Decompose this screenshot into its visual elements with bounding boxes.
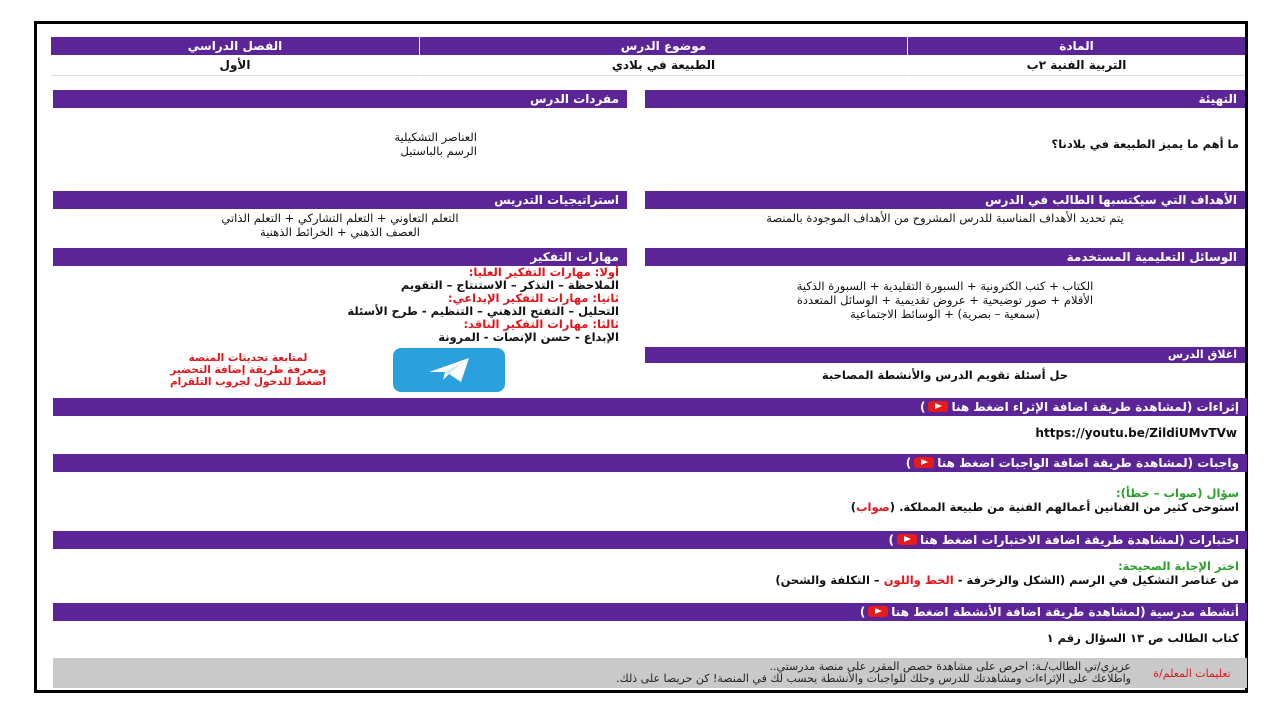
activities-title-close: ) [859,605,866,619]
telegram-line: اضغط للدخول لجروب التلقرام [169,376,327,388]
goals-text: يتم تحديد الأهداف المناسبة للدرس المشروح من الأهداف الموجودة بالمنصة [766,211,1124,225]
strategies-text [53,209,627,239]
teacher-instructions-label: تعليمات المعلم/ة [1153,666,1231,680]
thinking-skills-1: الملاحظة – التذكر – الاستنتاج – التقويم [400,278,619,292]
homework-answer-open: ( [889,500,896,514]
strategies-line: التعلم التعاوني + التعلم التشاركي + التعلم الذاتي [221,211,459,225]
topic-column [419,37,907,77]
closing-section [645,347,1245,387]
homework-question-type: سؤال (صواب – خطأ): [1116,486,1239,500]
goals-section [645,191,1245,227]
closing-title: اغلاق الدرس [645,347,1245,363]
telegram-promo[interactable] [53,345,627,395]
topic-value: الطبيعة في بلادي [420,55,907,76]
youtube-play-icon[interactable] [914,457,934,468]
aids-line: (سمعية – بصرية) + الوسائط الاجتماعية [850,307,1040,321]
thinking-heading-3: ثالثا: مهارات التفكير الناقد: [463,317,619,331]
vocab-title: مفردات الدرس [53,90,627,108]
thinking-heading-1: أولا: مهارات التفكير العليا: [468,265,619,279]
thinking-text [53,266,627,344]
instruction-line: واطلاعك على الإثراءات ومشاهدتك للدرس وحلك للواجبات والأنشطة يحسب لك في المنصة! كن حريصا على ذلك. [616,672,1131,685]
intro-text: ما أهم ما يميز الطبيعة في بلادنا؟ [1051,137,1239,151]
tests-title[interactable]: اختبارات (لمشاهدة طريقة اضافة الاختبارات اضغط هنا [920,533,1239,547]
intro-section [645,90,1245,180]
aids-text [645,266,1245,334]
goals-title: الأهداف التي سيكتسبها الطالب في الدرس [645,191,1245,209]
homework-title[interactable]: واجبات (لمشاهدة طريقة اضافة الواجبات اضغط هنا [937,456,1239,470]
teacher-instructions-text [53,658,1137,688]
strategies-line: العصف الذهني + الخرائط الذهنية [260,225,420,239]
vocab-list [53,108,627,180]
strategies-section [53,191,627,239]
vocab-section [53,90,627,180]
aids-line: الكتاب + كتب الكترونية + السبورة التقليدية + السبورة الذكية [796,279,1094,293]
tests-question [53,573,1239,587]
subject-label: المادة [908,37,1245,55]
semester-value: الأول [51,55,419,76]
homework-title-close: ) [905,456,912,470]
topic-label: موضوع الدرس [420,37,907,55]
activities-title[interactable]: أنشطة مدرسية (لمشاهدة طريقة اضافة الأنشطة اضغط هنا [891,605,1239,619]
homework-answer-close: ) [850,500,856,514]
semester-label: الفصل الدراسي [51,37,419,55]
tests-header[interactable] [53,531,1247,549]
thinking-heading-2: ثانيا: مهارات التفكير الإبداعي: [448,291,619,305]
vocab-item: العناصر التشكيلية [394,130,477,144]
youtube-play-icon[interactable] [868,606,888,617]
instruction-line: عزيزي/تي الطالب/ـة: احرص على مشاهدة حصص المقرر على منصة مدرستي.. [769,660,1131,673]
homework-answer: صواب [855,500,890,514]
tests-body [53,549,1247,587]
thinking-title: مهارات التفكير [53,248,627,266]
homework-header[interactable] [53,454,1247,472]
intro-title: التهيئة [645,90,1245,108]
telegram-line: ومعرفة طريقة إضافة التحضير [170,364,326,376]
enrichment-section [53,398,1247,450]
homework-body [53,472,1247,514]
enrichment-link[interactable]: https://youtu.be/ZildiUMvTVw [1035,426,1237,440]
aids-section [645,248,1245,334]
youtube-play-icon[interactable] [928,401,948,412]
telegram-text[interactable] [133,352,363,388]
homework-question [53,500,1239,514]
activities-text: كتاب الطالب ص ١٣ السؤال رقم ١ [1046,631,1239,645]
tests-title-close: ) [888,533,895,547]
subject-column [907,37,1245,77]
enrichment-title[interactable]: إثراءات (لمشاهدة طريقة اضافة الإثراء اضغط هنا [951,400,1239,414]
aids-title: الوسائل التعليمية المستخدمة [645,248,1245,266]
tests-question-type: اختر الإجابة الصحيحة: [1118,559,1239,573]
homework-section [53,454,1247,514]
lesson-info-table [51,37,1245,77]
youtube-play-icon[interactable] [897,534,917,545]
tests-answer: الخط واللون [883,573,954,587]
activities-header[interactable] [53,603,1247,621]
telegram-plane-icon [393,348,505,392]
telegram-icon[interactable] [393,348,505,392]
thinking-skills-2: التحليل – التفتح الذهني – التنظيم - طرح الأسئلة [347,304,619,318]
tests-question-prefix: من عناصر التشكيل في الرسم (الشكل والزخرفة - [957,573,1239,587]
lesson-plan-content [53,37,1245,685]
vocab-item: الرسم بالباستيل [400,144,477,158]
lesson-plan-frame [34,21,1248,693]
enrichment-header[interactable] [53,398,1247,416]
aids-line: الأقلام + صور توضيحية + عروض تقديمية + الوسائل المتعددة [796,293,1094,307]
closing-text: حل أسئلة تقويم الدرس والأنشطة المصاحبة [821,368,1069,382]
semester-column [51,37,419,77]
telegram-line: لمتابعة تحديثات المنصة [188,352,308,364]
subject-value: التربية الفنية ٢ب [908,55,1245,76]
thinking-skills-3: الإبداع - حسن الإنصات - المرونة [438,330,619,344]
tests-section [53,531,1247,587]
activities-section [53,603,1247,655]
enrichment-title-close: ) [919,400,926,414]
homework-question-text: استوحى كثير من الفنانين أعمالهم الفنية من طبيعة المملكة. [899,500,1239,514]
teacher-instructions [53,658,1247,688]
strategies-title: استراتيجيات التدريس [53,191,627,209]
tests-question-suffix: – التكلفة والشحن) [775,573,880,587]
thinking-section [53,248,627,344]
